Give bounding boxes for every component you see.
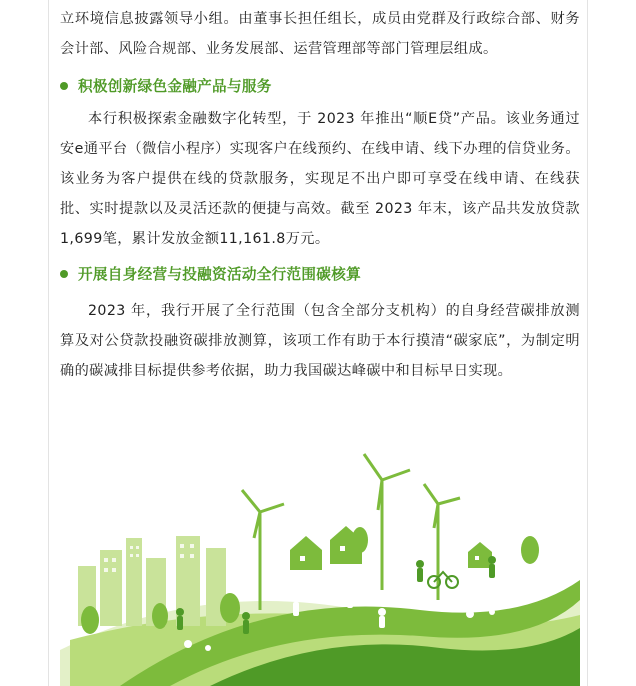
green-city-illustration	[60, 440, 580, 686]
house-icon	[290, 526, 492, 570]
carbon-accounting-paragraph: 2023 年，我行开展了全行范围（包含全部分支机构）的自身经营碳排放测算及对公贷款投融资碳排放测算，该项工作有助于本行摸清“碳家底”，为制定明确的碳减排目标提供参考依据，助力我国碳达峰碳中和目标早日实现。	[60, 303, 580, 379]
green-finance-paragraph: 本行积极探索金融数字化转型，于 2023 年推出“顺E贷”产品。该业务通过安e通平台（微信小程序）实现客户在线预约、在线申请、线下办理的信贷业务。该业务为客户提供在线的贷款服务，实现足不出户即可享受在线申请、在线获批、实时提款以及灵活还款的便捷与高效。截至 2023 年末，该产品共发放贷款1,699笔，累计发放金额11,161.8万元。	[60, 111, 580, 247]
section-heading-text: 开展自身经营与投融资活动全行范围碳核算	[78, 266, 361, 283]
section-heading-carbon-accounting	[60, 260, 580, 290]
section-heading-text: 积极创新绿色金融产品与服务	[78, 78, 272, 95]
section-heading-green-finance	[60, 72, 580, 102]
bullet-icon	[60, 270, 68, 278]
bicycle-icon	[428, 572, 458, 588]
bullet-icon	[60, 82, 68, 90]
intro-paragraph: 立环境信息披露领导小组。由董事长担任组长，成员由党群及行政综合部、财务会计部、风险合规部、业务发展部、运营管理部等部门管理层组成。	[60, 11, 580, 57]
